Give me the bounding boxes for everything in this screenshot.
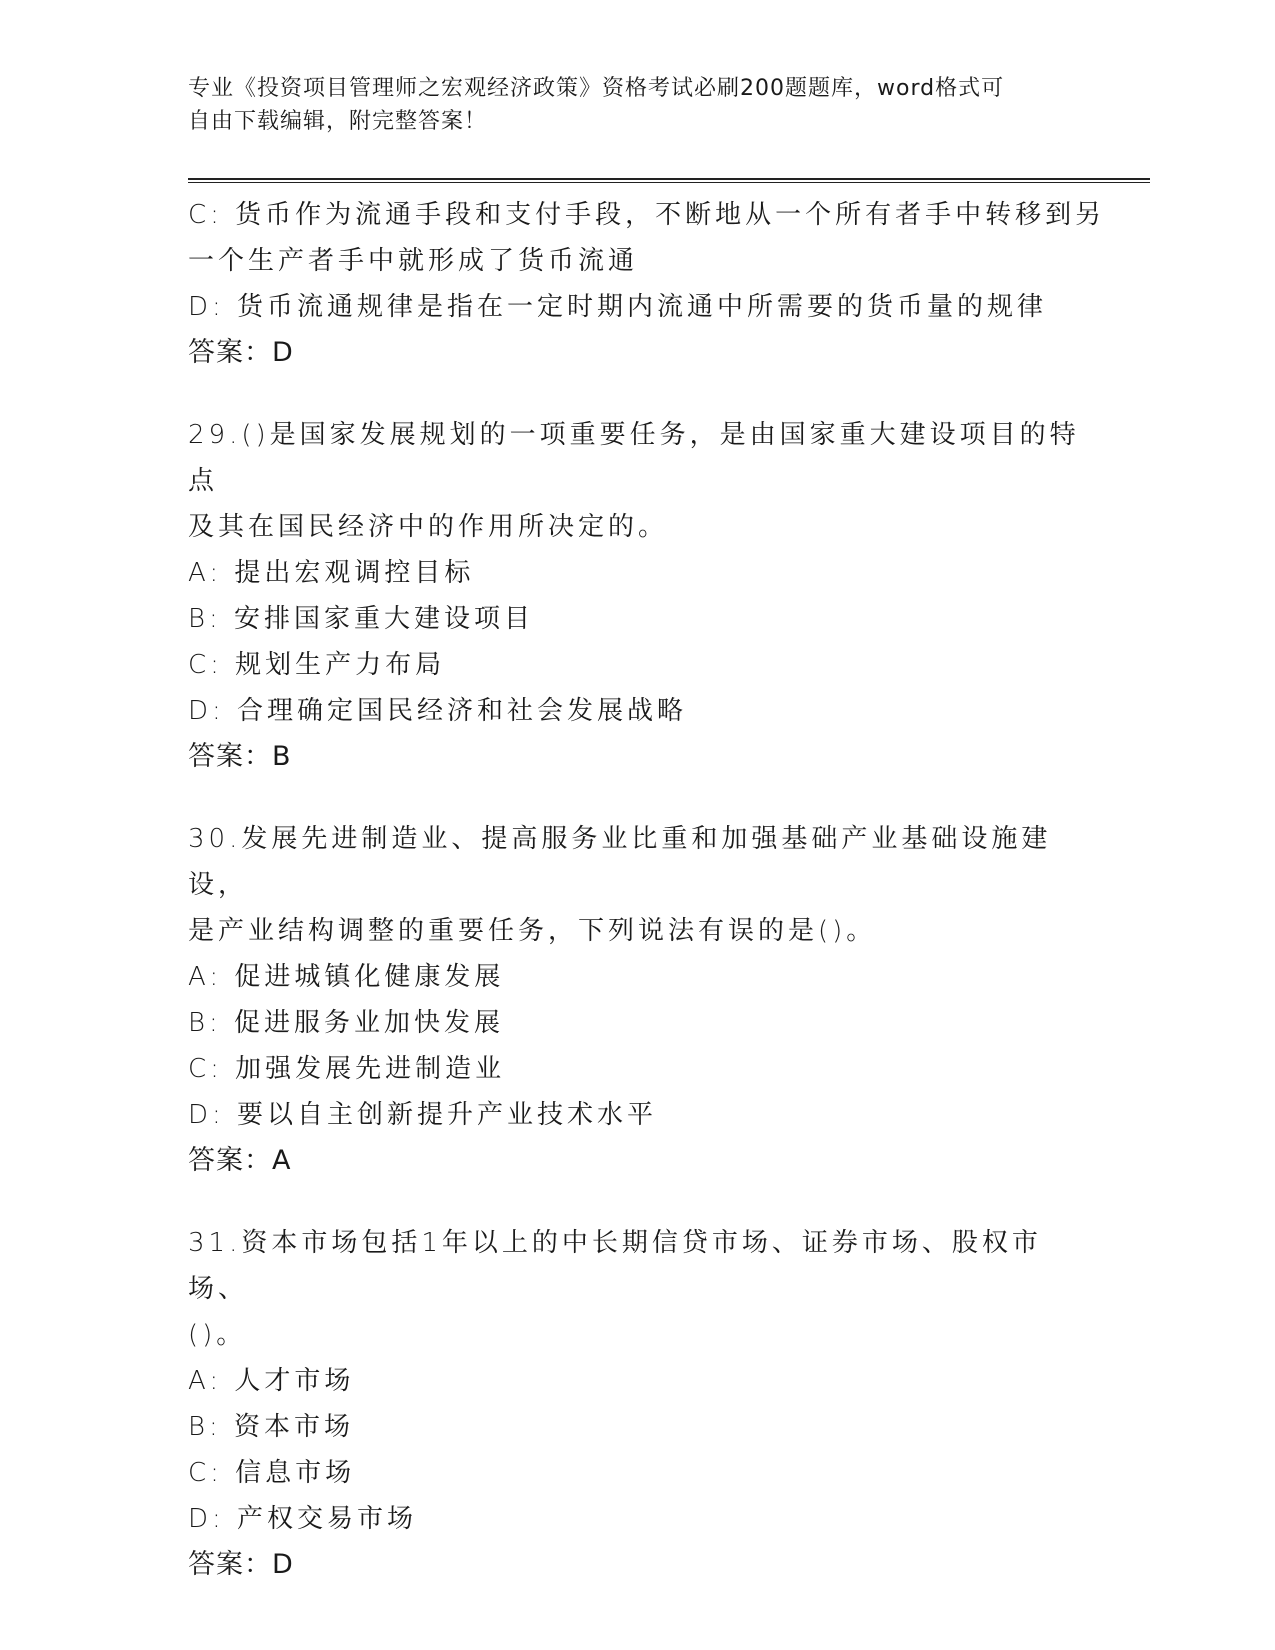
document-body (188, 192, 1106, 1588)
option-c-line-1: C: 货币作为流通手段和支付手段，不断地从一个所有者手中转移到另 (188, 200, 1106, 230)
option-d: D: 货币流通规律是指在一定时期内流通中所需要的货币量的规律 (188, 292, 1048, 322)
question-stem-line-2: ()。 (188, 1320, 247, 1350)
option-a: A: 提出宏观调控目标 (188, 558, 475, 588)
option-a: A: 促进城镇化健康发展 (188, 962, 505, 992)
partial-question (188, 192, 1106, 376)
header-title-line-1: 专业《投资项目管理师之宏观经济政策》资格考试必刷200题题库，word格式可 (188, 76, 1005, 101)
question-31 (188, 1220, 1088, 1588)
answer: 答案：B (188, 741, 292, 772)
option-c-line-2: 一个生产者手中就形成了货币流通 (188, 246, 639, 276)
option-c: C: 规划生产力布局 (188, 650, 446, 680)
option-d: D: 要以自主创新提升产业技术水平 (188, 1100, 658, 1130)
option-d: D: 产权交易市场 (188, 1504, 418, 1534)
answer: 答案：A (188, 1145, 292, 1176)
question-stem-line-1: 30.发展先进制造业、提高服务业比重和加强基础产业基础设施建设， (188, 824, 1052, 900)
question-stem-line-2: 是产业结构调整的重要任务，下列说法有误的是()。 (188, 916, 877, 946)
question-stem-line-1: 29.()是国家发展规划的一项重要任务，是由国家重大建设项目的特点 (188, 420, 1080, 496)
option-b: B: 促进服务业加快发展 (188, 1008, 505, 1038)
question-29 (188, 412, 1088, 780)
document-header (188, 72, 1088, 138)
option-c: C: 信息市场 (188, 1458, 356, 1488)
option-b: B: 安排国家重大建设项目 (188, 604, 535, 634)
header-title-line-2: 自由下载编辑，附完整答案！ (188, 109, 488, 134)
question-stem-line-1: 31.资本市场包括1年以上的中长期信贷市场、证券市场、股权市场、 (188, 1228, 1042, 1304)
question-30 (188, 816, 1088, 1184)
header-divider (188, 178, 1150, 183)
option-a: A: 人才市场 (188, 1366, 355, 1396)
question-stem-line-2: 及其在国民经济中的作用所决定的。 (188, 512, 669, 542)
answer: 答案：D (188, 337, 294, 368)
answer: 答案：D (188, 1549, 294, 1580)
option-c: C: 加强发展先进制造业 (188, 1054, 506, 1084)
option-d: D: 合理确定国民经济和社会发展战略 (188, 696, 688, 726)
option-b: B: 资本市场 (188, 1412, 355, 1442)
